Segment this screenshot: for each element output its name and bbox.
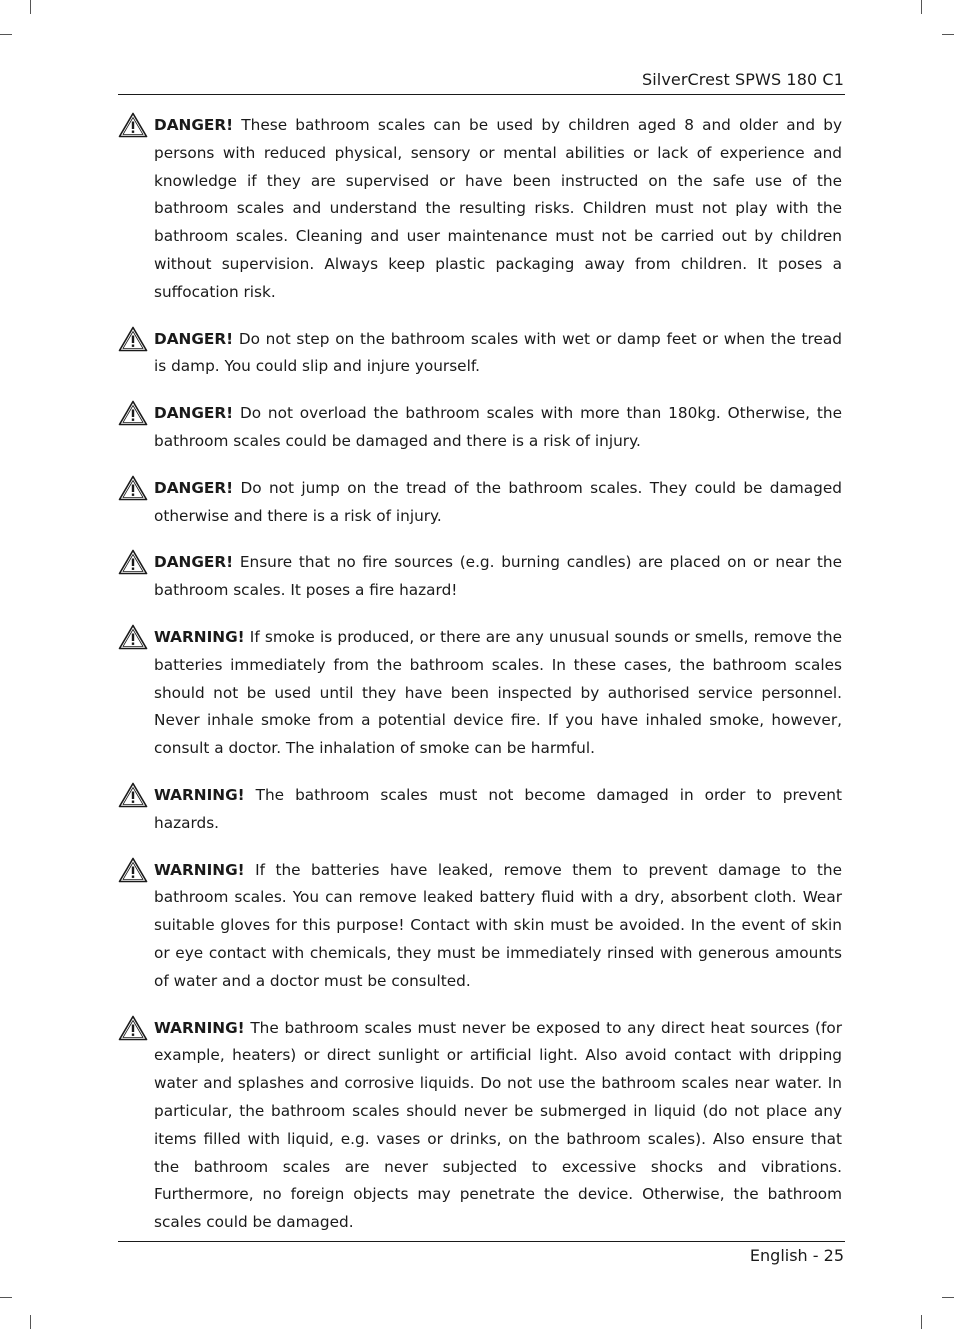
crop-mark	[921, 0, 922, 14]
warning-triangle-icon	[118, 400, 148, 426]
notice-body: The bathroom scales must not become damaged in order to prevent hazards.	[154, 785, 842, 832]
safety-notices	[118, 112, 842, 1256]
notice-keyword: DANGER!	[154, 116, 234, 134]
notice-body: If the batteries have leaked, remove them to prevent damage to the bathroom scales. You can remove leaked battery fluid with a dry, absorbent cloth. Wear suitable gloves for this purpose! Contact with skin must be avoided. In the event of skin or eye contact with chemicals, they must be immediately rinsed with generous amounts of water and a doctor must be consulted.	[154, 860, 842, 990]
notice-text	[154, 857, 842, 996]
notice-body: Do not step on the bathroom scales with wet or damp feet or when the tread is damp. You could slip and injure yourself.	[154, 329, 842, 376]
notice-text	[154, 549, 842, 605]
notice-text	[154, 112, 842, 307]
crop-mark	[921, 1315, 922, 1329]
warning-triangle-icon	[118, 857, 148, 883]
safety-notice	[118, 782, 842, 838]
notice-keyword: DANGER!	[154, 404, 234, 423]
notice-text	[154, 782, 842, 838]
crop-mark	[942, 1297, 954, 1298]
crop-mark	[30, 0, 31, 14]
crop-mark	[942, 34, 954, 35]
warning-triangle-icon	[118, 326, 148, 352]
crop-mark	[30, 1315, 31, 1329]
notice-text	[154, 624, 842, 763]
safety-notice	[118, 400, 842, 456]
warning-triangle-icon	[118, 782, 148, 808]
warning-triangle-icon	[118, 475, 148, 501]
notice-text	[154, 400, 842, 456]
safety-notice	[118, 326, 842, 382]
notice-body: These bathroom scales can be used by children aged 8 and older and by persons with reduced physical, sensory or mental abilities or lack of experience and knowledge if they are supervised or have been instructed on the safe use of the bathroom scales and understand the resulting risks. Children must not play with the bathroom scales. Cleaning and user maintenance must not be carried out by children without supervision. Always keep plastic packaging away from children. It poses a suffocation risk.	[154, 116, 842, 301]
notice-keyword: WARNING!	[154, 785, 245, 804]
notice-keyword: DANGER!	[154, 329, 234, 348]
safety-notice	[118, 475, 842, 531]
header-rule	[118, 94, 845, 95]
notice-text	[154, 1015, 842, 1237]
warning-triangle-icon	[118, 112, 148, 138]
notice-keyword: DANGER!	[154, 478, 234, 497]
safety-notice	[118, 624, 842, 763]
warning-triangle-icon	[118, 1015, 148, 1041]
page-header-product: SilverCrest SPWS 180 C1	[641, 70, 844, 89]
notice-keyword: WARNING!	[154, 860, 245, 879]
page-footer-number: English - 25	[749, 1246, 844, 1265]
safety-notice	[118, 549, 842, 605]
notice-body: Ensure that no fire sources (e.g. burning candles) are placed on or near the bathroom scales. It poses a fire hazard!	[154, 553, 842, 600]
notice-body: The bathroom scales must never be exposed to any direct heat sources (for example, heaters) or direct sunlight or artificial light. Also avoid contact with dripping water and splashes and corrosive liquids. Do not use the bathroom scales near water. In particular, the bathroom scales should never be submerged in liquid (do not place any items filled with liquid, e.g. vases or drinks, on the bathroom scales). Also ensure that the bathroom scales are never subjected to excessive shocks and vibrations. Furthermore, no foreign objects may penetrate the device. Otherwise, the bathroom scales could be damaged.	[154, 1018, 842, 1232]
warning-triangle-icon	[118, 549, 148, 575]
safety-notice	[118, 1015, 842, 1237]
safety-notice	[118, 112, 842, 307]
notice-text	[154, 326, 842, 382]
notice-keyword: DANGER!	[154, 553, 234, 572]
warning-triangle-icon	[118, 624, 148, 650]
notice-body: Do not jump on the tread of the bathroom scales. They could be damaged otherwise and there is a risk of injury.	[154, 478, 842, 525]
footer-rule	[118, 1241, 845, 1242]
safety-notice	[118, 857, 842, 996]
notice-body: Do not overload the bathroom scales with more than 180kg. Otherwise, the bathroom scales could be damaged and there is a risk of injury.	[154, 404, 842, 450]
notice-keyword: WARNING!	[154, 627, 245, 646]
crop-mark	[0, 34, 12, 35]
notice-keyword: WARNING!	[154, 1018, 245, 1037]
notice-text	[154, 475, 842, 531]
notice-body: If smoke is produced, or there are any unusual sounds or smells, remove the batteries immediately from the bathroom scales. In these cases, the bathroom scales should not be used until they have been inspected by authorised service personnel. Never inhale smoke from a potential device fire. If you have inhaled smoke, however, consult a doctor. The inhalation of smoke can be harmful.	[154, 627, 842, 758]
crop-mark	[0, 1297, 12, 1298]
